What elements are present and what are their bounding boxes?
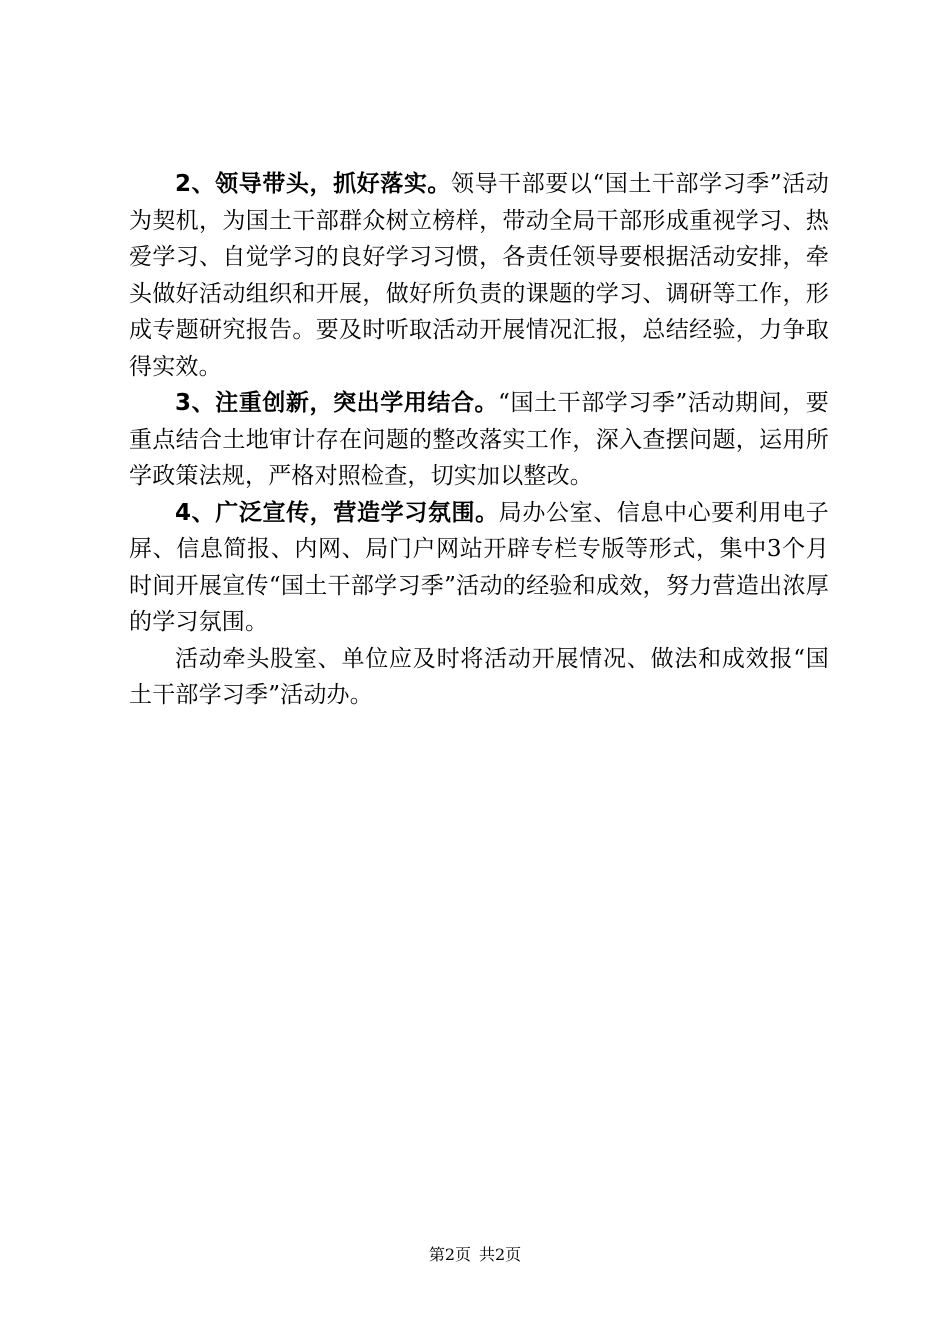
paragraph-reporting [129,641,829,714]
paragraph-text: 活动牵头股室、单位应及时将活动开展情况、做法和成效报“国土干部学习季”活动办。 [129,645,829,708]
paragraph-heading: 2、领导带头，抓好落实。 [175,171,451,197]
paragraph-text: “国土干部学习季”活动期间，要重点结合土地审计存在问题的整改落实工作，深入查摆问题，运用所学政策法规，严格对照检查，切实加以整改。 [129,390,829,489]
page-total: 共2页 [479,1245,522,1264]
paragraph-text: 局办公室、信息中心要利用电子屏、信息简报、内网、局门户网站开辟专栏专版等形式，集中3个月时间开展宣传“国土干部学习季”活动的经验和成效，努力营造出浓厚的学习氛围。 [129,499,829,635]
paragraph-leadership [129,166,829,385]
document-body [129,166,829,714]
page-footer [0,1244,950,1266]
paragraph-text: 领导干部要以“国土干部学习季”活动为契机，为国土干部群众树立榜样，带动全局干部形成重视学习、热爱学习、自觉学习的良好学习习惯，各责任领导要根据活动安排，牵头做好活动组织和开展，做好所负责的课题的学习、调研等工作，形成专题研究报告。要及时听取活动开展情况汇报，总结经验，力争取得实效。 [129,171,829,380]
paragraph-innovation [129,385,829,495]
paragraph-heading: 4、广泛宣传，营造学习氛围。 [175,499,499,526]
page-number: 第2页 [428,1245,471,1264]
paragraph-heading: 3、注重创新，突出学用结合。 [175,390,499,416]
paragraph-publicity [129,495,829,641]
